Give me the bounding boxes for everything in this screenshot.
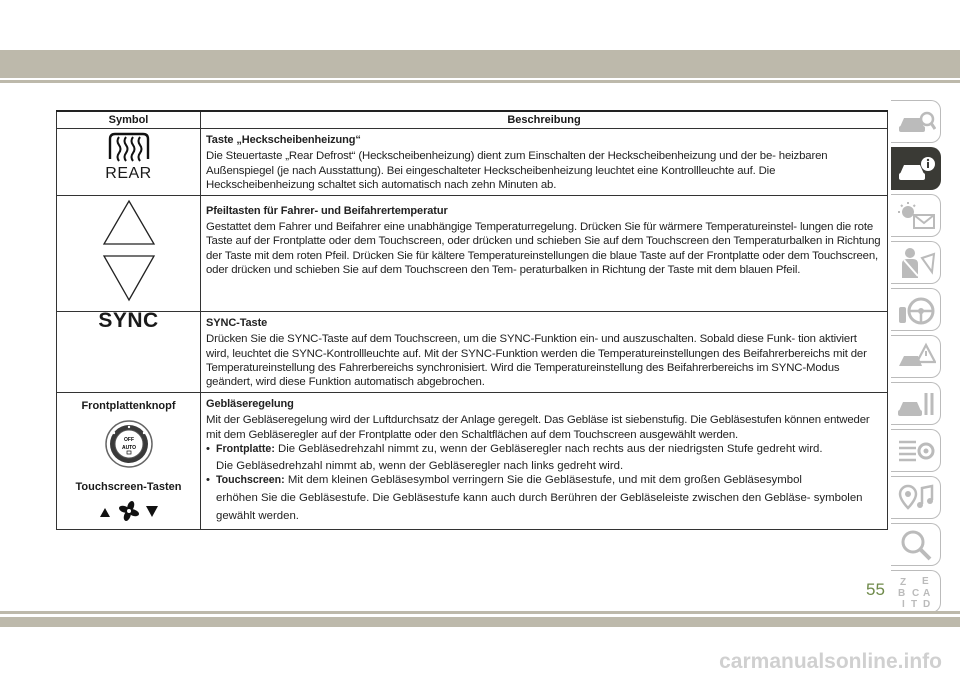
magnifier-icon bbox=[896, 529, 936, 561]
climate-controls-table bbox=[56, 110, 888, 530]
alphabet-letter: I bbox=[901, 598, 905, 610]
footer-band bbox=[0, 617, 960, 627]
bullet-continuation: Die Gebläsedrehzahl nimmt ab, wenn der Gebläseregler nach links gedreht wird. bbox=[216, 460, 624, 473]
alphabet-letter: T bbox=[910, 598, 917, 610]
alphabet-letter: E bbox=[921, 575, 929, 587]
description-cell bbox=[201, 129, 888, 196]
bullet-text: Die Gebläsedrehzahl nimmt zu, wenn der Gebläseregler nach rechts aus der niedrigsten Stufe gedreht wird. bbox=[274, 442, 823, 455]
row-text: Mit der Gebläseregelung wird der Luftdurchsatz der Anlage geregelt. Das Gebläse ist siebenstufig. Die Gebläsestufen können entweder mit dem Gebläseregler auf der Frontplatte oder den Schaltflächen auf dem Touchscreen ausgewählt werden. bbox=[206, 414, 870, 441]
tab-car-info[interactable] bbox=[891, 147, 941, 190]
road-warning-icon bbox=[896, 342, 936, 372]
page-number: 55 bbox=[866, 580, 885, 599]
row-title: Gebläseregelung bbox=[206, 398, 294, 411]
symbol-cell bbox=[57, 196, 201, 312]
symbol-cell bbox=[57, 309, 201, 393]
table-row bbox=[57, 393, 888, 530]
bullet-label: Touchscreen: bbox=[216, 474, 285, 487]
media-navigation-icon bbox=[896, 482, 936, 514]
header-description: Beschreibung bbox=[201, 111, 888, 129]
alphabet-letter: A bbox=[922, 587, 930, 599]
description-cell bbox=[201, 312, 888, 393]
alphabet-letter: C bbox=[911, 587, 919, 599]
rear-defrost-icon bbox=[104, 131, 154, 165]
tab-index[interactable] bbox=[891, 523, 941, 566]
blower-speed-icon bbox=[96, 500, 162, 522]
symbol-cell bbox=[57, 129, 201, 196]
bullet-touchscreen bbox=[206, 473, 882, 487]
row-title: SYNC-Taste bbox=[206, 317, 268, 330]
steering-wheel-icon bbox=[896, 293, 936, 327]
watermark-text: carmanualsonline.info bbox=[719, 650, 942, 673]
front-panel-knob-label: Frontplattenknopf bbox=[81, 400, 176, 413]
bullet-continuation: erhöhen Sie die Gebläsestufe. Die Gebläsestufe kann auch durch Berühren der Gebläseleiste zwischen den Gebläse- symbolen gewählt werden. bbox=[216, 492, 863, 523]
row-text: Gestattet dem Fahrer und Beifahrer eine unabhängige Temperaturregelung. Drücken Sie für wärmere Temperatureinstel- lungen die rote Taste auf der Frontplatte oder dem Touchscreen, oder drücken und schieben Sie auf dem Touchscreen den Temperaturbalken in Richtung der Taste mit dem roten Pfeil. Drücken Sie für kältere Temperatureinstellungen die blaue Taste auf der Frontplatte oder dem Touchscreen, oder drücken und schieben Sie auf dem Touchscreen den Tem- peraturbalken in Richtung der Taste mit dem blauen Pfeil. bbox=[206, 221, 881, 276]
bullet-text: Mit dem kleinen Gebläsesymbol verringern Sie die Gebläsestufe, und mit dem großen Gebläsesymbol bbox=[284, 474, 802, 487]
knob-off-text: OFF bbox=[123, 437, 134, 444]
row-text: Die Steuertaste „Rear Defrost“ (Heckscheibenheizung) dient zum Einschalten der Heckscheibenheizung und der be- heizbaren Außenspiegel (je nach Ausstattung). Bei eingeschalteter Heckscheibenheizung leuchtet eine Kontrollleuchte auf. Die Heckscheibenheizung schaltet sich automatisch nach zehn Minuten ab. bbox=[206, 150, 828, 191]
description-cell bbox=[201, 393, 888, 530]
temperature-arrows-icon bbox=[99, 198, 159, 304]
row-title: Taste „Heckscheibenheizung“ bbox=[206, 134, 361, 147]
blower-knob-icon bbox=[104, 419, 154, 469]
warning-light-mail-icon bbox=[896, 201, 936, 231]
table-row bbox=[57, 196, 888, 312]
car-tools-icon bbox=[896, 389, 936, 419]
header-symbol: Symbol bbox=[57, 111, 201, 129]
alphabet-letter: Z bbox=[899, 576, 906, 588]
rear-label: REAR bbox=[105, 165, 152, 183]
row-title: Pfeiltasten für Fahrer- und Beifahrertemperatur bbox=[206, 205, 448, 218]
alphabet-index-icon bbox=[896, 574, 936, 610]
tab-warning-lights[interactable] bbox=[891, 194, 941, 237]
tab-alphabet[interactable] bbox=[891, 570, 941, 613]
alphabet-letter: B bbox=[897, 587, 905, 599]
table-row bbox=[57, 312, 888, 393]
settings-list-icon bbox=[896, 436, 936, 466]
chapter-sidebar bbox=[891, 100, 943, 617]
bullet-front-panel bbox=[206, 442, 882, 456]
description-cell bbox=[201, 196, 888, 312]
touchscreen-buttons-label: Touchscreen-Tasten bbox=[75, 480, 182, 493]
bullet-label: Frontplatte: bbox=[216, 442, 275, 455]
sync-label: SYNC bbox=[98, 309, 159, 333]
tab-car-search[interactable] bbox=[891, 100, 941, 143]
row-text: Drücken Sie die SYNC-Taste auf dem Touchscreen, um die SYNC-Funktion ein- und auszuschalten. Sobald diese Funk- tion aktiviert wird, leuchtet die SYNC-Kontrollleuchte auf. Mit der SYNC-Funktion werden die Temperatureinstellungen des Beifahrerbereichs mit der Temperatureinstellung des Fahrerbereichs synchronisiert. Wird die Temperatureinstellung des Beifahrerbereichs im SYNC-Modus geändert, wird diese Funktion automatisch abgebrochen. bbox=[206, 333, 867, 389]
tab-servicing[interactable] bbox=[891, 382, 941, 425]
table-header-row bbox=[57, 111, 888, 129]
tab-technical-data[interactable] bbox=[891, 429, 941, 472]
tab-emergency[interactable] bbox=[891, 335, 941, 378]
tab-starting-driving[interactable] bbox=[891, 288, 941, 331]
header-band bbox=[0, 50, 960, 78]
car-search-icon bbox=[896, 107, 936, 137]
symbol-cell bbox=[57, 393, 201, 530]
person-seatbelt-icon bbox=[896, 246, 936, 280]
tab-safety[interactable] bbox=[891, 241, 941, 284]
footer-rule bbox=[0, 611, 960, 614]
knob-auto-text: AUTO bbox=[121, 445, 136, 452]
table-row bbox=[57, 129, 888, 196]
car-info-icon bbox=[896, 154, 936, 184]
alphabet-letter: D bbox=[922, 598, 930, 610]
tab-multimedia[interactable] bbox=[891, 476, 941, 519]
header-rule bbox=[0, 80, 960, 83]
